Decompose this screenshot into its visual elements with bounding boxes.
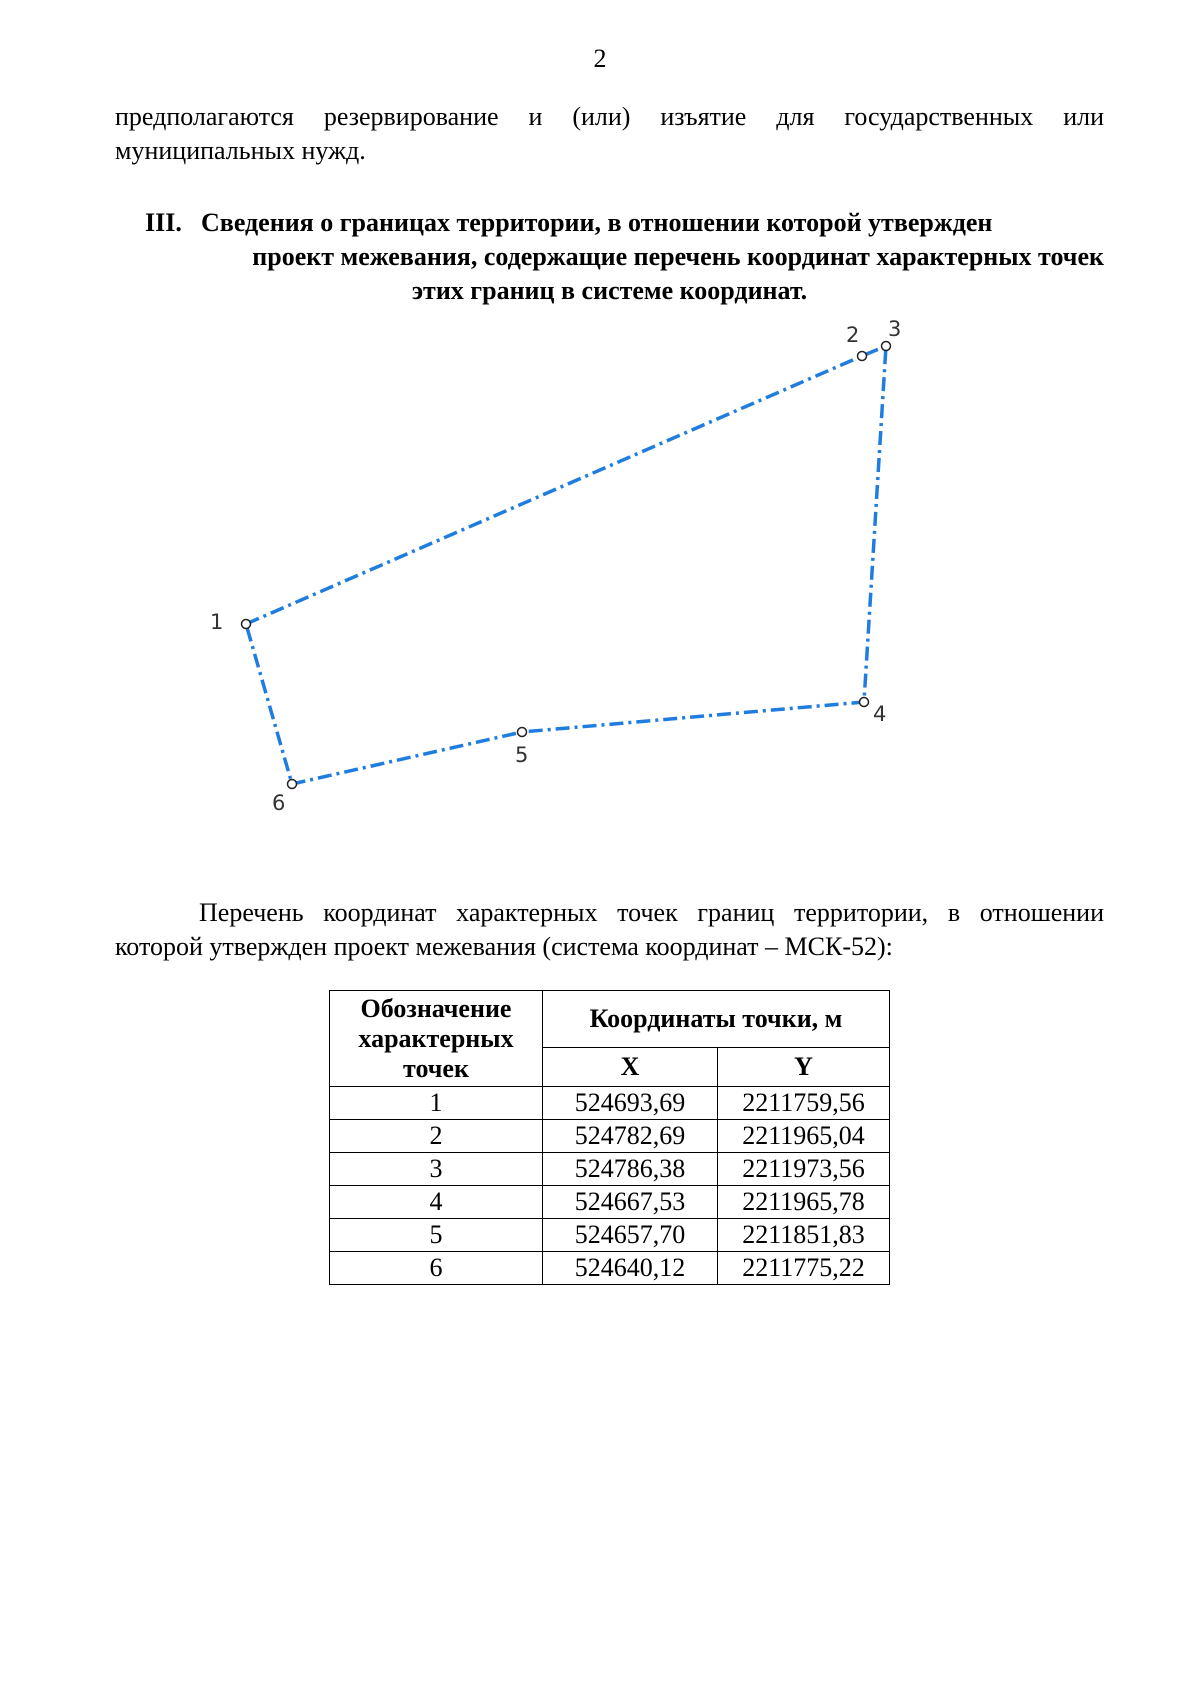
y-cell: 2211759,56 (718, 1087, 890, 1120)
x-cell: 524657,70 (543, 1219, 718, 1252)
section-title-line-1: Сведения о границах территории, в отношении которой утвержден (201, 208, 993, 237)
boundary-point-marker (288, 780, 297, 789)
boundary-point-label: 4 (873, 702, 887, 726)
boundary-point-marker (858, 352, 867, 361)
boundary-diagram (210, 317, 990, 890)
y-cell: 2211965,78 (718, 1186, 890, 1219)
intro-line-1: предполагаются резервирование и (или) изъятие для государственных или (115, 102, 1104, 131)
x-cell: 524667,53 (543, 1186, 718, 1219)
point-cell: 1 (330, 1087, 543, 1120)
boundary-point-label: 1 (210, 610, 224, 634)
y-cell: 2211965,04 (718, 1120, 890, 1153)
boundary-point-label: 5 (515, 743, 529, 767)
boundary-point-label: 2 (846, 323, 860, 347)
table-row (330, 1186, 890, 1219)
boundary-point-marker (882, 342, 891, 351)
x-cell: 524786,38 (543, 1153, 718, 1186)
y-cell: 2211775,22 (718, 1252, 890, 1285)
list-intro-line-1: Перечень координат характерных точек границ территории, в отношении (199, 898, 1104, 927)
x-cell: 524693,69 (543, 1087, 718, 1120)
header-y: Y (718, 1048, 890, 1087)
point-cell: 3 (330, 1153, 543, 1186)
boundary-point-label: 6 (272, 791, 286, 815)
coordinates-table (329, 990, 890, 1285)
point-cell: 2 (330, 1120, 543, 1153)
intro-line-2: муниципальных нужд. (115, 136, 366, 165)
intro-paragraph (115, 100, 1104, 168)
boundary-point-label: 3 (888, 317, 902, 341)
section-title-line-2: проект межевания, содержащие перечень координат характерных точек (252, 242, 1104, 271)
table-row (330, 1219, 890, 1252)
point-cell: 4 (330, 1186, 543, 1219)
point-cell: 5 (330, 1219, 543, 1252)
table-row (330, 1120, 890, 1153)
table-row (330, 1252, 890, 1285)
x-cell: 524640,12 (543, 1252, 718, 1285)
list-intro (115, 896, 1104, 964)
section-heading-line-1 (145, 206, 992, 240)
header-x: X (543, 1048, 718, 1087)
table-row (330, 1153, 890, 1186)
section-numeral: III. (145, 208, 182, 237)
boundary-polygon (246, 346, 886, 784)
table-row (330, 1087, 890, 1120)
header-coordinates: Координаты точки, м (543, 991, 890, 1048)
boundary-point-marker (860, 698, 869, 707)
y-cell: 2211851,83 (718, 1219, 890, 1252)
y-cell: 2211973,56 (718, 1153, 890, 1186)
section-title-line-3: этих границ в системе координат. (411, 276, 808, 305)
header-point-designation: Обозначение характерных точек (330, 991, 543, 1087)
page-number: 2 (593, 44, 607, 73)
boundary-point-marker (242, 620, 251, 629)
boundary-point-marker (518, 728, 527, 737)
x-cell: 524782,69 (543, 1120, 718, 1153)
list-intro-line-2: которой утвержден проект межевания (система координат – МСК-52): (115, 932, 893, 961)
point-cell: 6 (330, 1252, 543, 1285)
boundary-points (210, 317, 901, 815)
